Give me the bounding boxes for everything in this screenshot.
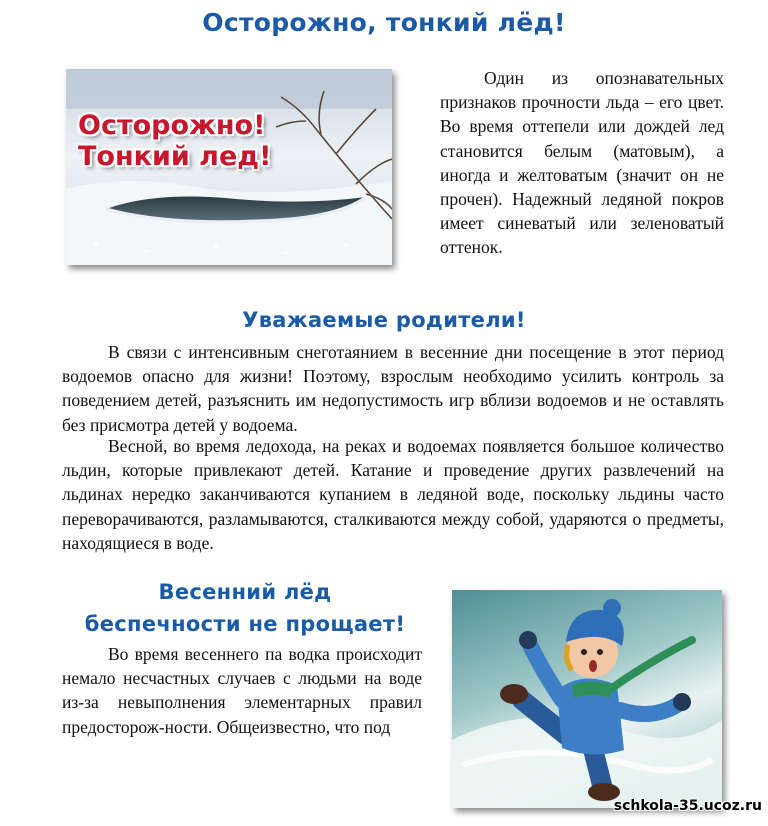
site-watermark: schkola-35.ucoz.ru	[613, 798, 762, 814]
spring-heading-line-2: беспечности не прощает!	[84, 612, 406, 636]
thin-ice-poster-image	[66, 69, 392, 265]
parents-paragraph-2: Весной, во время ледохода, на реках и водоемах появляется большое количество льдин, которые привлекают детей. Катание и проведение других развлечений на льдинах нередко заканчиваются купанием в ледяной воде, поскольку льдины часто переворачиваются, разламываются, сталкиваются между собой, ударяются о предметы, находящиеся в воде.	[62, 436, 724, 553]
spring-heading-line-1: Весенний лёд	[158, 580, 332, 604]
page-title: Осторожно, тонкий лёд!	[202, 8, 566, 37]
spring-paragraph: Во время весеннего па водка происходит немало несчастных случаев с людьми на воде из-за невыполнения элементарных правил предосторож-ности. Общеизвестно, что под	[62, 644, 422, 737]
poster-caption-line-2: Тонкий лед!	[78, 141, 272, 172]
child-on-ice-drawing	[452, 590, 722, 808]
ice-color-paragraph: Один из опознавательных признаков прочности льда – его цвет. Во время оттепели или дождей лед становится белым (матовым), а иногда и желтоватым (значит он не прочен). Надежный ледяной покров имеет синеватый или зеленоватый оттенок.	[440, 68, 724, 258]
slipping-child-illustration	[452, 590, 722, 808]
parents-paragraph-1: В связи с интенсивным снеготаянием в весенние дни посещение в этот период водоемов опасно для жизни! Поэтому, взрослым необходимо усилить контроль за поведением детей, разъяснить им недопустимость игр вблизи водоемов и не оставлять без присмотра детей у водоема.	[62, 342, 724, 435]
poster-caption-line-1: Осторожно!	[78, 110, 266, 141]
parents-heading: Уважаемые родители!	[242, 308, 526, 332]
